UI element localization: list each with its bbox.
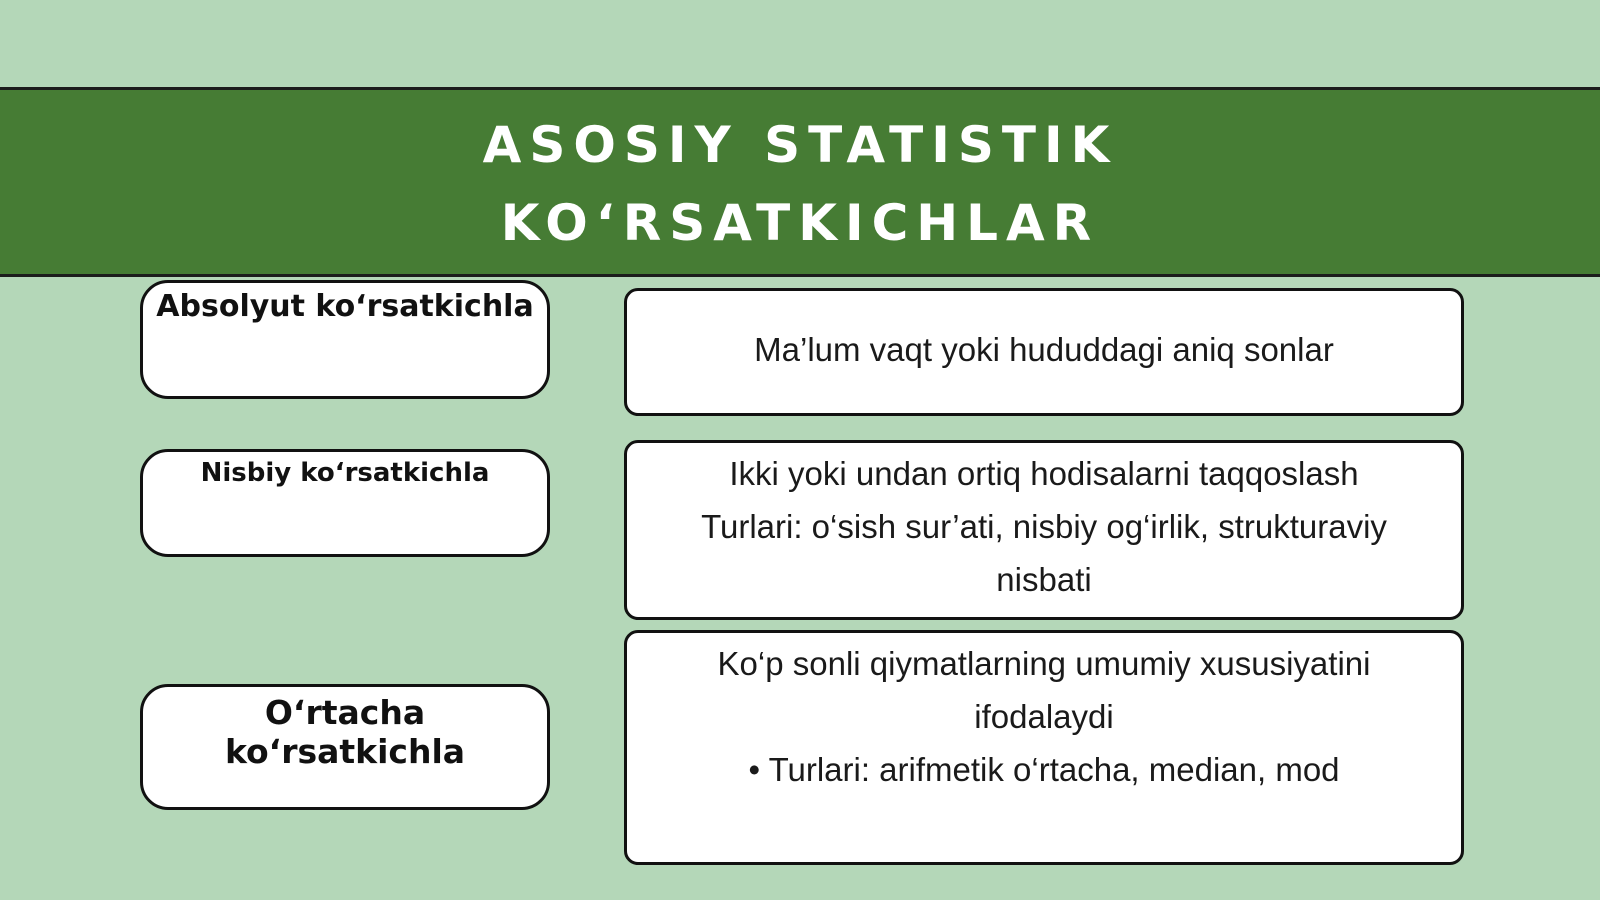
average-indicators-description-line-2: ifodalaydi	[974, 698, 1114, 735]
average-indicators-description-box	[624, 630, 1464, 865]
page-title	[483, 106, 1118, 262]
page-title-line-2: KO‘RSATKICHLAR	[500, 194, 1100, 252]
page-title-line-1: ASOSIY STATISTIK	[482, 116, 1118, 174]
relative-indicators-label: Nisbiy ko‘rsatkichla	[200, 458, 490, 488]
relative-indicators-label-box	[140, 449, 550, 557]
relative-indicators-description-line-1: Ikki yoki undan ortiq hodisalarni taqqoslash	[729, 455, 1359, 492]
average-indicators-label: O‘rtacha ko‘rsatkichla	[224, 693, 466, 771]
average-indicators-description-line-1: Ko‘p sonli qiymatlarning umumiy xususiyatini	[717, 645, 1371, 682]
absolute-indicators-label-box	[140, 280, 550, 399]
relative-indicators-description-line-3: nisbati	[996, 561, 1092, 598]
average-indicators-description-line-3: • Turlari: arifmetik o‘rtacha, median, mod	[748, 751, 1340, 788]
average-indicators-label-box	[140, 684, 550, 810]
absolute-indicators-label: Absolyut ko‘rsatkichla	[156, 289, 534, 324]
absolute-indicators-description-line-1: Ma’lum vaqt yoki hududdagi aniq sonlar	[754, 331, 1334, 368]
title-banner	[0, 87, 1600, 277]
absolute-indicators-description-box	[624, 288, 1464, 416]
relative-indicators-description-line-2: Turlari: o‘sish sur’ati, nisbiy og‘irlik, strukturaviy	[701, 508, 1387, 545]
relative-indicators-description-box	[624, 440, 1464, 620]
